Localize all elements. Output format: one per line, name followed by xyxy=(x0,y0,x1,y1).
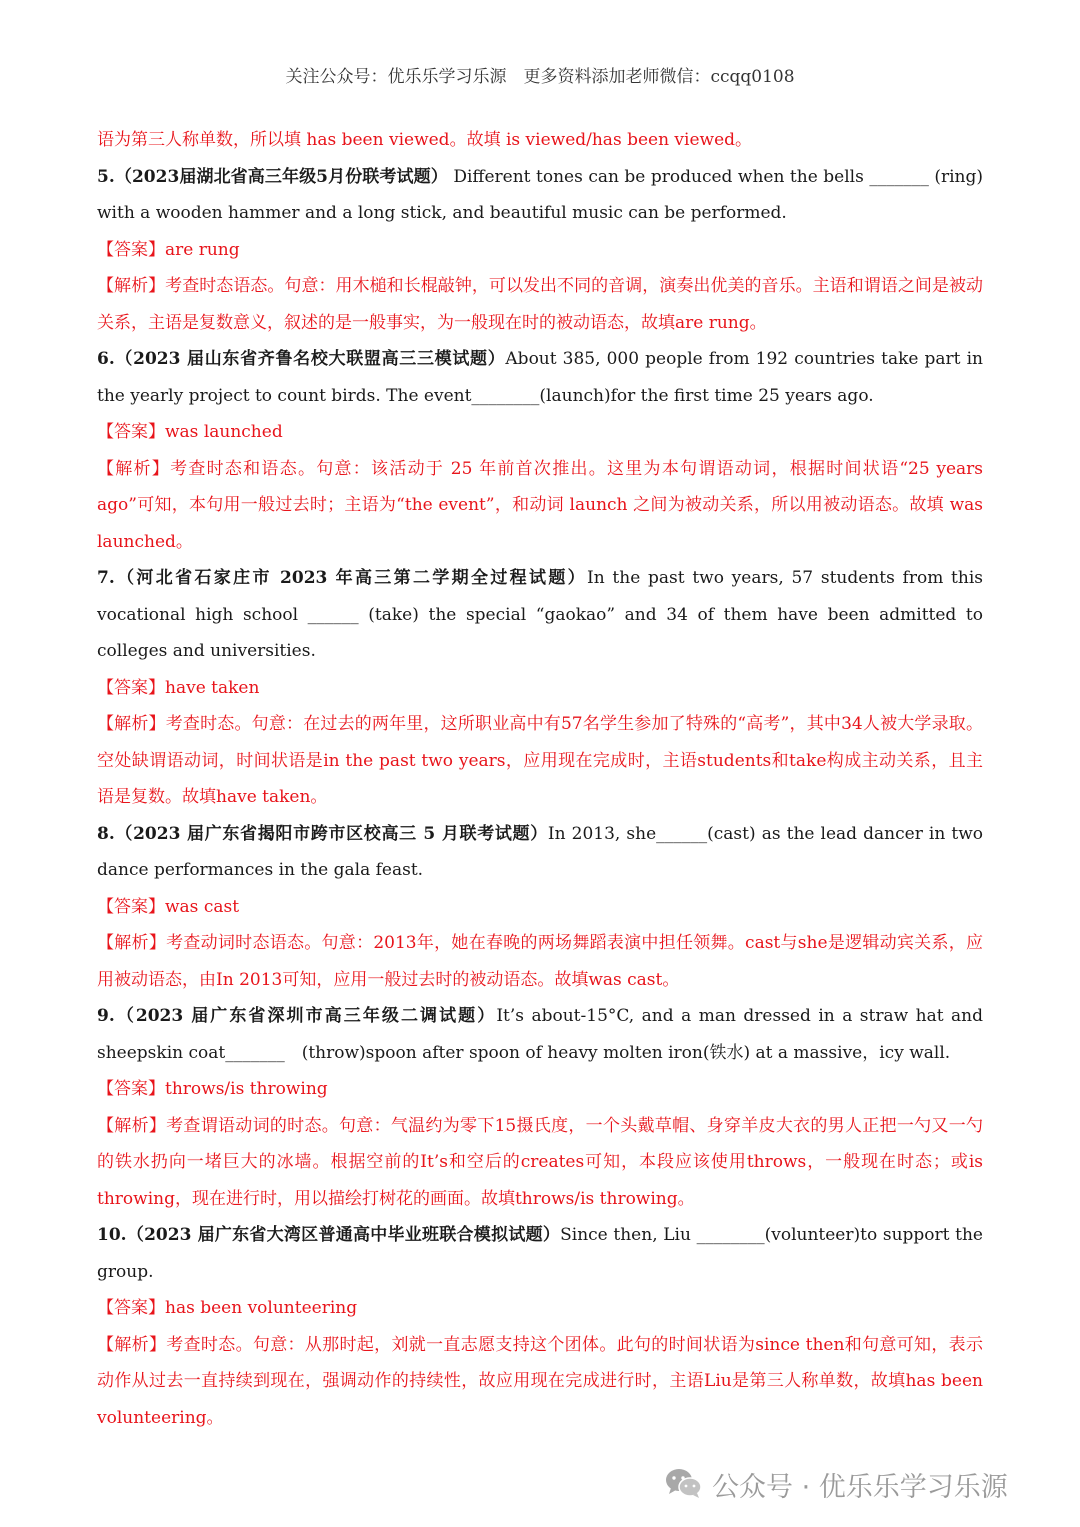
question-stem xyxy=(97,998,983,1071)
question-source: （2023 届广东省揭阳市跨市区校高三 5 月联考试题） xyxy=(114,823,548,844)
question-source: （2023 届广东省深圳市高三年级二调试题） xyxy=(114,1006,497,1026)
answer-line: 【答案】are rung xyxy=(97,239,240,260)
question-number: 8. xyxy=(97,823,115,844)
question-source: （2023 届广东省大湾区普通高中毕业班联合模拟试题） xyxy=(126,1225,561,1245)
question-8 xyxy=(97,816,983,999)
page-header: 关注公众号：优乐乐学习乐源 更多资料添加老师微信：ccqq0108 xyxy=(285,67,795,87)
question-10 xyxy=(97,1217,983,1436)
answer-line: 【答案】was launched xyxy=(97,422,283,442)
answer-line: 【答案】have taken xyxy=(97,677,260,698)
question-text: In 2013, she______(cast) as the lead dancer in two dance performances in the gala feast. xyxy=(97,823,983,880)
question-source: （2023 届山东省齐鲁名校大联盟高三三模试题） xyxy=(114,349,506,369)
question-text: In the past two years, 57 students from this vocational high school ______ (take) the special “gaokao” and 34 of them have been admitted to colleges and universities. xyxy=(97,568,983,661)
question-stem xyxy=(97,341,983,414)
question-7 xyxy=(97,560,983,816)
answer-line: 【答案】throws/is throwing xyxy=(97,1079,328,1099)
question-number: 9. xyxy=(97,1006,115,1026)
watermark-text: 公众号 · 优乐乐学习乐源 xyxy=(712,1471,1008,1503)
question-stem xyxy=(97,159,983,232)
carryover-analysis: 语为第三人称单数，所以填 has been viewed。故填 is viewed/has been viewed。 xyxy=(97,130,753,150)
document-body xyxy=(97,122,983,1436)
analysis-text: 【解析】考查时态。句意：在过去的两年里，这所职业高中有57名学生参加了特殊的“高考”，其中34人被大学录取。空处缺谓语动词，时间状语是in the past two years，应用现在完成时，主语students和take构成主动关系，且主语是复数。故填have taken。 xyxy=(97,714,983,807)
question-5 xyxy=(97,159,983,342)
question-number: 6. xyxy=(97,349,115,369)
answer-line: 【答案】was cast xyxy=(97,896,240,917)
question-text: It’s about-15°C, and a man dressed in a straw hat and sheepskin coat_______ (throw)spoon after spoon of heavy molten iron(铁水) at a massive，icy wall. xyxy=(97,1006,983,1063)
question-number: 7. xyxy=(97,568,115,588)
wechat-watermark xyxy=(664,1462,1008,1506)
question-9 xyxy=(97,998,983,1217)
question-number: 10. xyxy=(97,1225,127,1245)
question-stem xyxy=(97,560,983,670)
answer-line: 【答案】has been volunteering xyxy=(97,1298,358,1318)
analysis-text: 【解析】考查时态。句意：从那时起，刘就一直志愿支持这个团体。此句的时间状语为since then和句意可知，表示动作从过去一直持续到现在，强调动作的持续性，故应用现在完成进行时，主语Liu是第三人称单数，故填has been volunteering。 xyxy=(97,1334,983,1428)
analysis-text: 【解析】考查时态语态。句意：用木槌和长棍敲钟，可以发出不同的音调，演奏出优美的音乐。主语和谓语之间是被动关系，主语是复数意义，叙述的是一般事实，为一般现在时的被动语态，故填are rung。 xyxy=(97,276,983,333)
question-source: （河北省石家庄市 2023 年高三第二学期全过程试题） xyxy=(114,568,588,588)
question-text: Different tones can be produced when the bells _______ (ring) with a wooden hammer and a long stick, and beautiful music can be performed. xyxy=(97,166,983,223)
analysis-text: 【解析】考查时态和语态。句意：该活动于 25 年前首次推出。这里为本句谓语动词，根据时间状语“25 years ago”可知，本句用一般过去时；主语为“the event”，和动词 launch 之间为被动关系，所以用被动语态。故填 was launched。 xyxy=(97,458,983,552)
question-source: （2023届湖北省高三年级5月份联考试题） xyxy=(114,166,448,187)
wechat-icon xyxy=(664,1467,704,1501)
question-stem xyxy=(97,816,983,889)
analysis-text: 【解析】考查动词时态语态。句意：2013年，她在春晚的两场舞蹈表演中担任领舞。cast与she是逻辑动宾关系，应用被动语态，由In 2013可知，应用一般过去时的被动语态。故填was cast。 xyxy=(97,933,983,990)
question-text: About 385, 000 people from 192 countries take part in the yearly project to count birds. The event________(launch)for the first time 25 years ago. xyxy=(97,349,983,406)
question-6 xyxy=(97,341,983,560)
question-text: Since then, Liu ________(volunteer)to support the group. xyxy=(97,1225,983,1282)
question-number: 5. xyxy=(97,166,115,187)
analysis-text: 【解析】考查谓语动词的时态。句意：气温约为零下15摄氏度，一个头戴草帽、身穿羊皮大衣的男人正把一勺又一勺的铁水扔向一堵巨大的冰墙。根据空前的It’s和空后的creates可知，本段应该使用throws，一般现在时态；或is throwing，现在进行时，用以描绘打树花的画面。故填throws/is throwing。 xyxy=(97,1115,983,1209)
question-stem xyxy=(97,1217,983,1290)
